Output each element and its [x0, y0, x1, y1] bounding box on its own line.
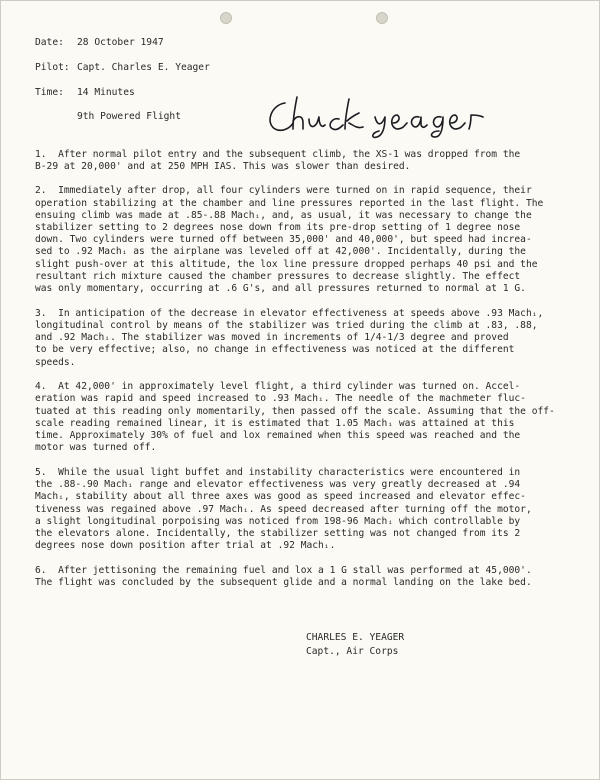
paragraph-line: 3. In anticipation of the decrease in elevator effectiveness at speeds above .93 Machᵢ, — [35, 307, 544, 319]
flight-title: 9th Powered Flight — [77, 111, 181, 123]
paragraph-line: the elevators alone. Incidentally, the stabilizer setting was not changed from its 2 — [35, 528, 521, 540]
punch-hole — [376, 12, 388, 24]
paragraph-line: ensuing climb was made at .85-.88 Machᵢ, and, as usual, it was necessary to change the — [35, 209, 532, 221]
paragraph-line: a slight longitudinal porpoising was noticed from 198-96 Machᵢ which controllable by — [35, 515, 521, 527]
paragraph-line: down. Two cylinders were turned off between 35,000' and 40,000', but speed had increa- — [35, 234, 532, 246]
pilot-label: Pilot: — [35, 61, 70, 73]
paragraph-line: sed to .92 Machᵢ as the airplane was leveled off at 42,000'. Incidentally, during the — [35, 246, 526, 258]
paragraph-line: The flight was concluded by the subsequent glide and a normal landing on the lake bed. — [35, 577, 532, 589]
paragraph — [35, 565, 583, 589]
paragraph — [35, 149, 583, 173]
paragraph-line: scale reading remained linear, it is estimated that 1.05 Machᵢ was attained at this — [35, 417, 515, 429]
paragraph-line: motor was turned off. — [35, 442, 157, 454]
paragraph-line: B-29 at 20,000' and at 250 MPH IAS. This was slower than desired. — [35, 160, 411, 172]
paragraph-line: 1. After normal pilot entry and the subsequent climb, the XS-1 was dropped from the — [35, 148, 521, 160]
paragraph-line: longitudinal control by means of the stabilizer was tried during the climb at .83, .88, — [35, 319, 538, 331]
paragraph-line: to be very effective; also, no change in effectiveness was noticed at the different — [35, 344, 515, 356]
date-label: Date: — [35, 37, 64, 48]
paragraph-line: degrees nose down position after trial at .92 Machᵢ. — [35, 540, 336, 552]
punch-hole — [220, 12, 232, 24]
signer-rank: Capt., Air Corps — [306, 646, 399, 657]
signer-name: CHARLES E. YEAGER — [306, 632, 405, 643]
paragraph-line: operation stabilizing at the chamber and line pressures reported in the last flight. The — [35, 197, 544, 209]
handwritten-signature — [263, 93, 499, 139]
paragraph-line: Machᵢ, stability about all three axes was good as speed increased and elevator effec- — [35, 491, 526, 503]
paragraphs — [35, 149, 583, 590]
paragraph — [35, 308, 583, 369]
paragraph-line: time. Approximately 30% of fuel and lox remained when this speed was reached and the — [35, 430, 521, 442]
paragraph-line: slight push-over at this altitude, the lox line pressure dropped perhaps 40 psi and the — [35, 258, 538, 270]
paragraph — [35, 185, 583, 295]
paragraph-line: was only momentary, occurring at .6 G's, and all pressures returned to normal at 1 G. — [35, 283, 526, 295]
pilot-value: Capt. Charles E. Yeager — [77, 61, 210, 73]
paragraph-line: tiveness was regained above .97 Machᵢ. As speed decreased after turning off the motor, — [35, 503, 532, 515]
paragraph — [35, 467, 583, 552]
paragraph-line: 5. While the usual light buffet and instability characteristics were encountered in — [35, 467, 521, 478]
pilot-line — [35, 62, 583, 74]
paragraph-line: 6. After jettisoning the remaining fuel and lox a 1 G stall was performed at 45,000'. — [35, 564, 532, 576]
date-value: 28 October 1947 — [77, 37, 164, 48]
paragraph-line: the .88-.90 Machᵢ range and elevator effectiveness was very greatly decreased at .94 — [35, 479, 521, 491]
date-line — [35, 37, 583, 49]
time-value: 14 Minutes — [77, 86, 135, 98]
paragraph-line: tuated at this reading only momentarily, then passed off the scale. Assuming that the off- — [35, 405, 555, 417]
paragraph-line: 4. At 42,000' in approximately level flight, a third cylinder was turned on. Accel- — [35, 381, 521, 393]
paragraph-line: speeds. — [35, 356, 76, 368]
paragraph-line: stabilizer setting to 2 degrees nose down from its pre-drop setting of 1 degree nose — [35, 222, 521, 234]
signature-block — [306, 631, 404, 659]
paragraph-line: eration was rapid and speed increased to .93 Machᵢ. The needle of the machmeter fluc- — [35, 393, 526, 405]
paragraph-line: and .92 Machᵢ. The stabilizer was moved in increments of 1/4-1/3 degree and proved — [35, 332, 509, 344]
paragraph-line: resultant rich mixture caused the chamber pressures to decrease slightly. The effect — [35, 270, 521, 282]
paragraph — [35, 381, 583, 454]
time-label: Time: — [35, 86, 64, 98]
paragraph-line: 2. Immediately after drop, all four cylinders were turned on in rapid sequence, their — [35, 185, 532, 197]
